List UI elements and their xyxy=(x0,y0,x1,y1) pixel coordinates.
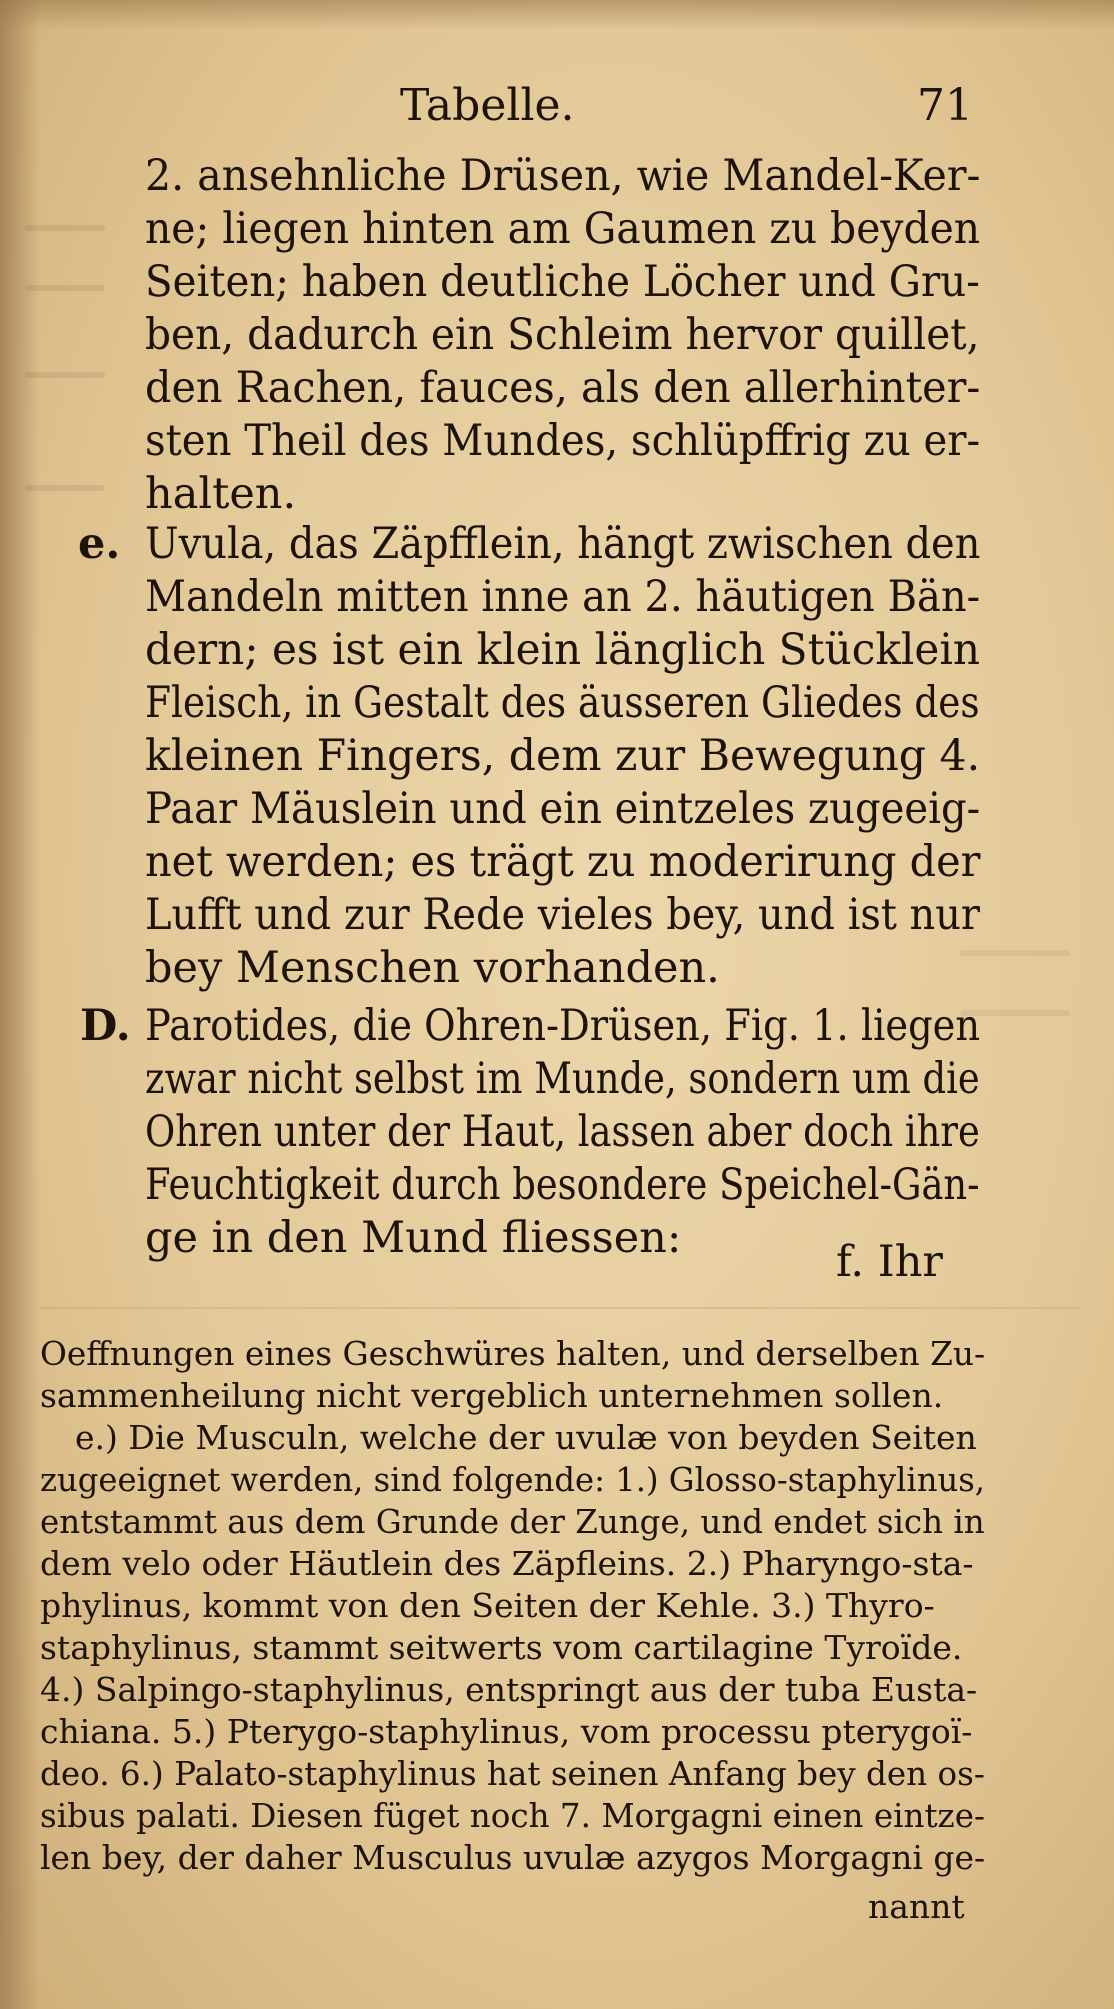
text-line: bey Menschen vorhanden. xyxy=(145,943,720,993)
footnote-line: zugeeignet werden, sind folgende: 1.) Glosso-staphylinus, xyxy=(40,1460,986,1499)
bleed-through-mark xyxy=(25,485,105,491)
text-line: ben, dadurch ein Schleim hervor quillet, xyxy=(145,310,980,360)
bleed-through-mark xyxy=(960,950,1070,956)
footnote-separator xyxy=(40,1307,1080,1309)
text-line: Ohren unter der Haut, lassen aber doch ihre xyxy=(145,1107,980,1157)
text-line: den Rachen, fauces, als den allerhinter- xyxy=(145,363,981,413)
footnote-line: Oeffnungen eines Geschwüres halten, und derselben Zu- xyxy=(40,1334,986,1373)
footnote-line: dem velo oder Häutlein des Zäpfleins. 2.) Pharyngo-sta- xyxy=(40,1544,974,1583)
text-line: dern; es ist ein klein länglich Stücklein xyxy=(145,625,981,675)
text-line: Seiten; haben deutliche Löcher und Gru- xyxy=(145,257,980,307)
page-edge-shadow xyxy=(0,0,40,2009)
text-line: Feuchtigkeit durch besondere Speichel-Gän- xyxy=(145,1160,980,1210)
text-line: ge in den Mund fliessen: xyxy=(145,1213,682,1263)
text-line: zwar nicht selbst im Munde, sondern um die xyxy=(145,1054,980,1104)
text-line: 2. ansehnliche Drüsen, wie Mandel-Ker- xyxy=(145,151,981,201)
bleed-through-mark xyxy=(25,285,105,291)
text-line: Mandeln mitten inne an 2. häutigen Bän- xyxy=(145,572,981,622)
footnote-line: entstammt aus dem Grunde der Zunge, und endet sich in xyxy=(40,1502,985,1541)
footnote-line: sammenheilung nicht vergeblich unternehmen sollen. xyxy=(40,1376,944,1415)
text-line: Uvula, das Zäpfflein, hängt zwischen den xyxy=(145,519,981,569)
footnote-line: sibus palati. Diesen füget noch 7. Morgagni einen eintze- xyxy=(40,1796,985,1835)
text-line: sten Theil des Mundes, schlüpffrig zu er- xyxy=(145,416,981,466)
footnote-line: deo. 6.) Palato-staphylinus hat seinen Anfang bey den os- xyxy=(40,1754,985,1793)
text-line: ne; liegen hinten am Gaumen zu beyden xyxy=(145,204,981,254)
text-line: Paar Mäuslein und ein eintzeles zugeeig- xyxy=(145,784,981,834)
text-line: Lufft und zur Rede vieles bey, und ist nur xyxy=(145,890,981,940)
footnote-line: staphylinus, stammt seitwerts vom cartilagine Tyroïde. xyxy=(40,1628,963,1667)
bleed-through-mark xyxy=(25,225,105,231)
footnote-line: len bey, der daher Musculus uvulæ azygos Morgagni ge- xyxy=(40,1838,986,1877)
running-header-title: Tabelle. xyxy=(400,80,575,131)
text-line: kleinen Fingers, dem zur Bewegung 4. xyxy=(145,731,981,781)
text-line: Fleisch, in Gestalt des äusseren Gliedes des xyxy=(145,678,980,728)
text-line: net werden; es trägt zu moderirung der xyxy=(145,837,981,887)
section-marker-D: D. xyxy=(80,1001,131,1051)
text-line: halten. xyxy=(145,469,297,519)
footnote-line: e.) Die Musculn, welche der uvulæ von beyden Seiten xyxy=(75,1418,977,1457)
footnote-line: chiana. 5.) Pterygo-staphylinus, vom processu pterygoï- xyxy=(40,1712,973,1751)
text-line: Parotides, die Ohren-Drüsen, Fig. 1. liegen xyxy=(145,1001,981,1051)
page-top-shadow xyxy=(0,0,1114,30)
bleed-through-mark xyxy=(25,372,105,378)
footnote-line: 4.) Salpingo-staphylinus, entspringt aus der tuba Eusta- xyxy=(40,1670,978,1709)
page-number: 71 xyxy=(917,80,973,131)
section-marker-e: e. xyxy=(78,519,121,569)
footnote-catchword: nannt xyxy=(868,1887,965,1926)
footnote-line: phylinus, kommt von den Seiten der Kehle. 3.) Thyro- xyxy=(40,1586,935,1625)
catchword: f. Ihr xyxy=(836,1237,943,1287)
